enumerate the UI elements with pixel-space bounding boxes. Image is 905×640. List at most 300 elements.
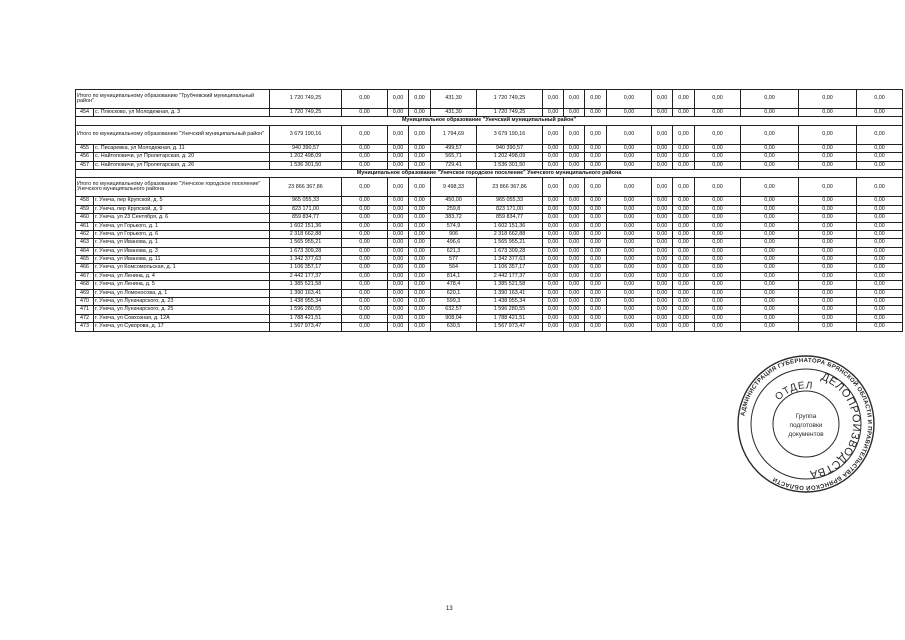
value-cell: 0,00 xyxy=(585,272,607,280)
value-cell: 565,71 xyxy=(431,153,477,161)
value-cell: 0,00 xyxy=(741,125,799,144)
row-number: 461 xyxy=(76,222,94,230)
value-cell: 0,00 xyxy=(342,178,388,197)
value-cell: 1 106 357,17 xyxy=(477,264,543,272)
value-cell: 0,00 xyxy=(695,281,741,289)
value-cell: 0,00 xyxy=(543,178,564,197)
value-cell: 1 385 521,58 xyxy=(270,281,342,289)
row-number: 467 xyxy=(76,272,94,280)
value-cell: 0,00 xyxy=(607,247,652,255)
value-cell: 0,00 xyxy=(857,323,903,331)
stamp-center-line2: подготовки xyxy=(789,422,823,429)
section-title: Муниципальное образование "Унечский муниципальный район" xyxy=(76,117,903,125)
value-cell: 0,00 xyxy=(543,264,564,272)
value-cell: 0,00 xyxy=(409,109,431,117)
value-cell: 1 720 749,25 xyxy=(477,90,543,109)
value-cell: 0,00 xyxy=(564,298,585,306)
subtotal-row xyxy=(76,90,903,109)
stamp-center-line3: документов xyxy=(788,431,824,438)
value-cell: 0,00 xyxy=(585,323,607,331)
value-cell: 0,00 xyxy=(543,239,564,247)
value-cell: 0,00 xyxy=(564,306,585,314)
value-cell: 729,41 xyxy=(431,161,477,169)
table-body xyxy=(76,90,903,332)
value-cell: 577 xyxy=(431,256,477,264)
subtotal-row xyxy=(76,125,903,144)
value-cell: 2 318 662,88 xyxy=(270,230,342,238)
table-row xyxy=(76,264,903,272)
value-cell: 0,00 xyxy=(695,264,741,272)
stamp-center-line1: Группа xyxy=(795,413,817,420)
value-cell: 0,00 xyxy=(799,323,857,331)
value-cell: 23 866 367,86 xyxy=(477,178,543,197)
value-cell: 0,00 xyxy=(673,239,695,247)
address-cell: г. Унеча, ул Иванова, д. 1 xyxy=(94,239,270,247)
value-cell: 0,00 xyxy=(607,125,652,144)
value-cell: 0,00 xyxy=(607,323,652,331)
value-cell: 0,00 xyxy=(564,214,585,222)
value-cell: 0,00 xyxy=(607,178,652,197)
value-cell: 0,00 xyxy=(585,256,607,264)
address-cell: г. Унеча, пер Крупской, д. 9 xyxy=(94,205,270,213)
row-number: 457 xyxy=(76,161,94,169)
address-cell: г. Унеча, ул Горького, д. 6 xyxy=(94,230,270,238)
value-cell: 0,00 xyxy=(388,314,409,322)
value-cell: 0,00 xyxy=(652,289,673,297)
value-cell: 0,00 xyxy=(857,144,903,152)
value-cell: 0,00 xyxy=(673,222,695,230)
value-cell: 0,00 xyxy=(388,323,409,331)
value-cell: 0,00 xyxy=(388,125,409,144)
address-cell: г. Унеча, ул Иванова, д. 11 xyxy=(94,256,270,264)
value-cell: 0,00 xyxy=(673,161,695,169)
value-cell: 0,00 xyxy=(857,298,903,306)
value-cell: 0,00 xyxy=(799,289,857,297)
value-cell: 0,00 xyxy=(673,272,695,280)
svg-text:ОТДЕЛ xyxy=(773,380,813,403)
value-cell: 0,00 xyxy=(409,323,431,331)
value-cell: 0,00 xyxy=(409,144,431,152)
page-number: 13 xyxy=(446,606,453,612)
value-cell: 0,00 xyxy=(652,109,673,117)
value-cell: 0,00 xyxy=(607,230,652,238)
value-cell: 0,00 xyxy=(652,144,673,152)
value-cell: 0,00 xyxy=(342,222,388,230)
value-cell: 0,00 xyxy=(409,153,431,161)
value-cell: 0,00 xyxy=(409,205,431,213)
value-cell: 0,00 xyxy=(342,161,388,169)
value-cell: 0,00 xyxy=(388,298,409,306)
value-cell: 0,00 xyxy=(857,289,903,297)
value-cell: 1 202 498,09 xyxy=(477,153,543,161)
value-cell: 940 390,57 xyxy=(477,144,543,152)
value-cell: 0,00 xyxy=(564,178,585,197)
value-cell: 0,00 xyxy=(741,264,799,272)
value-cell: 0,00 xyxy=(673,178,695,197)
value-cell: 0,00 xyxy=(607,109,652,117)
value-cell: 0,00 xyxy=(695,272,741,280)
value-cell: 0,00 xyxy=(388,161,409,169)
value-cell: 0,00 xyxy=(857,314,903,322)
value-cell: 0,00 xyxy=(607,306,652,314)
value-cell: 0,00 xyxy=(543,306,564,314)
value-cell: 0,00 xyxy=(585,264,607,272)
value-cell: 0,00 xyxy=(564,323,585,331)
value-cell: 0,00 xyxy=(388,222,409,230)
value-cell: 0,00 xyxy=(585,289,607,297)
value-cell: 0,00 xyxy=(799,314,857,322)
row-number: 462 xyxy=(76,230,94,238)
value-cell: 0,00 xyxy=(695,323,741,331)
value-cell: 0,00 xyxy=(799,90,857,109)
row-number: 463 xyxy=(76,239,94,247)
value-cell: 0,00 xyxy=(409,161,431,169)
value-cell: 0,00 xyxy=(857,222,903,230)
table-row xyxy=(76,230,903,238)
value-cell: 0,00 xyxy=(409,222,431,230)
value-cell: 0,00 xyxy=(388,178,409,197)
value-cell: 0,00 xyxy=(673,153,695,161)
value-cell: 0,00 xyxy=(799,247,857,255)
value-cell: 0,00 xyxy=(388,281,409,289)
value-cell: 0,00 xyxy=(673,205,695,213)
value-cell: 0,00 xyxy=(342,306,388,314)
value-cell: 0,00 xyxy=(799,256,857,264)
value-cell: 0,00 xyxy=(388,264,409,272)
value-cell: 0,00 xyxy=(799,144,857,152)
value-cell: 0,00 xyxy=(585,197,607,205)
table-row xyxy=(76,222,903,230)
value-cell: 0,00 xyxy=(564,222,585,230)
value-cell: 0,00 xyxy=(741,314,799,322)
value-cell: 0,00 xyxy=(342,125,388,144)
value-cell: 0,00 xyxy=(695,214,741,222)
value-cell: 0,00 xyxy=(585,90,607,109)
value-cell: 0,00 xyxy=(695,239,741,247)
value-cell: 0,00 xyxy=(857,264,903,272)
value-cell: 0,00 xyxy=(741,222,799,230)
value-cell: 0,00 xyxy=(741,144,799,152)
row-number: 465 xyxy=(76,256,94,264)
value-cell: 0,00 xyxy=(799,125,857,144)
department-stamp xyxy=(736,354,876,494)
address-cell: г. Унеча, ул Совхозная, д. 12А xyxy=(94,314,270,322)
value-cell: 0,00 xyxy=(673,264,695,272)
value-cell: 1 438 955,34 xyxy=(270,298,342,306)
value-cell: 0,00 xyxy=(388,247,409,255)
value-cell: 0,00 xyxy=(799,109,857,117)
value-cell: 0,00 xyxy=(388,239,409,247)
value-cell: 0,00 xyxy=(607,161,652,169)
value-cell: 0,00 xyxy=(741,256,799,264)
value-cell: 0,00 xyxy=(342,153,388,161)
value-cell: 0,00 xyxy=(857,247,903,255)
stamp-outer-text: АДМИНИСТРАЦИЯ ГУБЕРНАТОРА БРЯНСКОЙ ОБЛАСТИ И ПРАВИТЕЛЬСТВА БРЯНСКОЙ ОБЛАСТИ xyxy=(740,357,873,491)
value-cell: 0,00 xyxy=(695,109,741,117)
value-cell: 259,8 xyxy=(431,205,477,213)
value-cell: 0,00 xyxy=(695,256,741,264)
value-cell: 0,00 xyxy=(543,197,564,205)
value-cell: 908,04 xyxy=(431,314,477,322)
value-cell: 1 673 309,28 xyxy=(270,247,342,255)
value-cell: 1 342 377,63 xyxy=(270,256,342,264)
table-row xyxy=(76,161,903,169)
value-cell: 0,00 xyxy=(695,247,741,255)
table-row xyxy=(76,144,903,152)
value-cell: 1 565 955,21 xyxy=(477,239,543,247)
value-cell: 0,00 xyxy=(342,256,388,264)
value-cell: 0,00 xyxy=(857,161,903,169)
value-cell: 0,00 xyxy=(857,281,903,289)
value-cell: 1 567 973,47 xyxy=(270,323,342,331)
value-cell: 0,00 xyxy=(652,247,673,255)
address-cell: г. Унеча, ул Горького, д. 1 xyxy=(94,222,270,230)
table-row xyxy=(76,281,903,289)
value-cell: 0,00 xyxy=(799,298,857,306)
value-cell: 0,00 xyxy=(857,90,903,109)
value-cell: 0,00 xyxy=(741,205,799,213)
value-cell: 0,00 xyxy=(799,272,857,280)
value-cell: 0,00 xyxy=(607,239,652,247)
address-cell: г. Унеча, ул Комсомольская, д. 1 xyxy=(94,264,270,272)
value-cell: 0,00 xyxy=(585,109,607,117)
row-number: 471 xyxy=(76,306,94,314)
value-cell: 1 720 749,25 xyxy=(270,109,342,117)
value-cell: 0,00 xyxy=(741,230,799,238)
address-cell: г. Унеча, ул Ленина, д. 5 xyxy=(94,281,270,289)
value-cell: 0,00 xyxy=(342,247,388,255)
value-cell: 0,00 xyxy=(543,153,564,161)
value-cell: 0,00 xyxy=(857,256,903,264)
value-cell: 0,00 xyxy=(409,230,431,238)
value-cell: 0,00 xyxy=(652,90,673,109)
value-cell: 0,00 xyxy=(652,153,673,161)
value-cell: 0,00 xyxy=(695,197,741,205)
value-cell: 0,00 xyxy=(409,281,431,289)
stamp-arc-word: ДЕЛОПРОИЗВОДСТВА xyxy=(808,370,863,480)
value-cell: 0,00 xyxy=(409,298,431,306)
value-cell: 0,00 xyxy=(652,197,673,205)
value-cell: 0,00 xyxy=(543,314,564,322)
table-row xyxy=(76,239,903,247)
value-cell: 0,00 xyxy=(585,125,607,144)
value-cell: 0,00 xyxy=(564,239,585,247)
value-cell: 0,00 xyxy=(543,205,564,213)
value-cell: 0,00 xyxy=(741,90,799,109)
value-cell: 0,00 xyxy=(585,222,607,230)
value-cell: 1 596 280,55 xyxy=(270,306,342,314)
value-cell: 0,00 xyxy=(543,222,564,230)
value-cell: 1 536 301,50 xyxy=(270,161,342,169)
value-cell: 0,00 xyxy=(388,197,409,205)
value-cell: 0,00 xyxy=(741,239,799,247)
value-cell: 0,00 xyxy=(607,90,652,109)
table-row xyxy=(76,323,903,331)
value-cell: 0,00 xyxy=(342,264,388,272)
value-cell: 0,00 xyxy=(564,289,585,297)
value-cell: 0,00 xyxy=(564,153,585,161)
value-cell: 499,57 xyxy=(431,144,477,152)
value-cell: 0,00 xyxy=(564,144,585,152)
value-cell: 0,00 xyxy=(409,178,431,197)
row-number: 470 xyxy=(76,298,94,306)
value-cell: 0,00 xyxy=(857,214,903,222)
address-cell: с. Писаревка, ул Молодежная, д. 11 xyxy=(94,144,270,152)
section-title: Муниципальное образование "Унечское городское поселение" Унечского муниципального района xyxy=(76,169,903,177)
value-cell: 0,00 xyxy=(409,314,431,322)
value-cell: 0,00 xyxy=(607,272,652,280)
value-cell: 0,00 xyxy=(857,230,903,238)
value-cell: 0,00 xyxy=(388,230,409,238)
row-number: 468 xyxy=(76,281,94,289)
value-cell: 0,00 xyxy=(652,298,673,306)
value-cell: 0,00 xyxy=(607,281,652,289)
value-cell: 0,00 xyxy=(857,272,903,280)
value-cell: 0,00 xyxy=(695,153,741,161)
value-cell: 0,00 xyxy=(342,298,388,306)
value-cell: 0,00 xyxy=(543,214,564,222)
value-cell: 1 788 421,51 xyxy=(270,314,342,322)
address-cell: г. Унеча, ул Луначарского, д. 25 xyxy=(94,306,270,314)
value-cell: 0,00 xyxy=(673,256,695,264)
value-cell: 0,00 xyxy=(607,222,652,230)
value-cell: 0,00 xyxy=(741,197,799,205)
value-cell: 632,57 xyxy=(431,306,477,314)
value-cell: 0,00 xyxy=(799,222,857,230)
table-row xyxy=(76,153,903,161)
value-cell: 0,00 xyxy=(342,90,388,109)
value-cell: 0,00 xyxy=(673,314,695,322)
value-cell: 0,00 xyxy=(409,264,431,272)
value-cell: 859 834,77 xyxy=(270,214,342,222)
value-cell: 0,00 xyxy=(652,264,673,272)
row-number: 460 xyxy=(76,214,94,222)
value-cell: 0,00 xyxy=(543,144,564,152)
value-cell: 0,00 xyxy=(543,125,564,144)
subtotal-row xyxy=(76,178,903,197)
value-cell: 0,00 xyxy=(673,214,695,222)
value-cell: 0,00 xyxy=(607,264,652,272)
address-cell: г. Унеча, ул Луначарского, д. 23 xyxy=(94,298,270,306)
value-cell: 0,00 xyxy=(543,230,564,238)
address-cell: г. Унеча, ул 23 Сентября, д. 6 xyxy=(94,214,270,222)
value-cell: 0,00 xyxy=(799,214,857,222)
value-cell: 0,00 xyxy=(741,161,799,169)
value-cell: 0,00 xyxy=(564,125,585,144)
value-cell: 0,00 xyxy=(388,109,409,117)
value-cell: 9 498,33 xyxy=(431,178,477,197)
value-cell: 564 xyxy=(431,264,477,272)
row-number: 464 xyxy=(76,247,94,255)
value-cell: 0,00 xyxy=(585,161,607,169)
value-cell: 383,72 xyxy=(431,214,477,222)
value-cell: 0,00 xyxy=(585,306,607,314)
value-cell: 0,00 xyxy=(673,144,695,152)
value-cell: 940 390,57 xyxy=(270,144,342,152)
value-cell: 3 679 190,16 xyxy=(270,125,342,144)
value-cell: 1 565 955,21 xyxy=(270,239,342,247)
row-number: 458 xyxy=(76,197,94,205)
value-cell: 0,00 xyxy=(799,306,857,314)
value-cell: 0,00 xyxy=(652,323,673,331)
value-cell: 0,00 xyxy=(741,153,799,161)
value-cell: 0,00 xyxy=(564,264,585,272)
value-cell: 574,9 xyxy=(431,222,477,230)
row-number: 469 xyxy=(76,289,94,297)
value-cell: 0,00 xyxy=(741,289,799,297)
value-cell: 0,00 xyxy=(342,205,388,213)
value-cell: 0,00 xyxy=(564,272,585,280)
value-cell: 0,00 xyxy=(857,306,903,314)
row-number: 456 xyxy=(76,153,94,161)
value-cell: 0,00 xyxy=(543,281,564,289)
value-cell: 0,00 xyxy=(564,281,585,289)
value-cell: 1 602 151,36 xyxy=(270,222,342,230)
value-cell: 0,00 xyxy=(799,205,857,213)
value-cell: 1 202 498,09 xyxy=(270,153,342,161)
value-cell: 0,00 xyxy=(585,230,607,238)
value-cell: 823 171,00 xyxy=(270,205,342,213)
value-cell: 0,00 xyxy=(673,125,695,144)
value-cell: 0,00 xyxy=(564,205,585,213)
table-row xyxy=(76,306,903,314)
value-cell: 0,00 xyxy=(388,256,409,264)
value-cell: 0,00 xyxy=(342,214,388,222)
value-cell: 1 602 151,36 xyxy=(477,222,543,230)
value-cell: 0,00 xyxy=(652,125,673,144)
value-cell: 0,00 xyxy=(388,214,409,222)
value-cell: 1 385 521,58 xyxy=(477,281,543,289)
value-cell: 478,4 xyxy=(431,281,477,289)
value-cell: 0,00 xyxy=(695,222,741,230)
address-cell: г. Унеча, ул Суворова, д. 17 xyxy=(94,323,270,331)
table-row xyxy=(76,256,903,264)
value-cell: 0,00 xyxy=(607,314,652,322)
value-cell: 0,00 xyxy=(857,125,903,144)
value-cell: 0,00 xyxy=(652,314,673,322)
value-cell: 0,00 xyxy=(388,272,409,280)
data-table xyxy=(75,89,903,332)
value-cell: 0,00 xyxy=(409,197,431,205)
value-cell: 0,00 xyxy=(564,247,585,255)
value-cell: 0,00 xyxy=(652,281,673,289)
value-cell: 0,00 xyxy=(799,161,857,169)
value-cell: 0,00 xyxy=(741,178,799,197)
value-cell: 1 596 280,55 xyxy=(477,306,543,314)
subtotal-label: Итого по муниципальному образованию "Унечский муниципальный район" xyxy=(76,125,270,144)
row-number: 472 xyxy=(76,314,94,322)
value-cell: 0,00 xyxy=(673,281,695,289)
value-cell: 0,00 xyxy=(543,289,564,297)
value-cell: 2 318 662,88 xyxy=(477,230,543,238)
value-cell: 0,00 xyxy=(857,109,903,117)
value-cell: 0,00 xyxy=(857,178,903,197)
value-cell: 0,00 xyxy=(585,153,607,161)
table-row xyxy=(76,109,903,117)
value-cell: 630,5 xyxy=(431,323,477,331)
value-cell: 0,00 xyxy=(564,161,585,169)
address-cell: г. Унеча, ул Ломоносова, д. 1 xyxy=(94,289,270,297)
value-cell: 1 342 377,63 xyxy=(477,256,543,264)
value-cell: 0,00 xyxy=(741,298,799,306)
value-cell: 0,00 xyxy=(388,90,409,109)
value-cell: 0,00 xyxy=(695,205,741,213)
row-number: 455 xyxy=(76,144,94,152)
subtotal-label: Итого по муниципальному образованию "Унечское городское поселение" Унечского муниципального района xyxy=(76,178,270,197)
value-cell: 0,00 xyxy=(388,205,409,213)
value-cell: 0,00 xyxy=(652,256,673,264)
value-cell: 1 794,69 xyxy=(431,125,477,144)
